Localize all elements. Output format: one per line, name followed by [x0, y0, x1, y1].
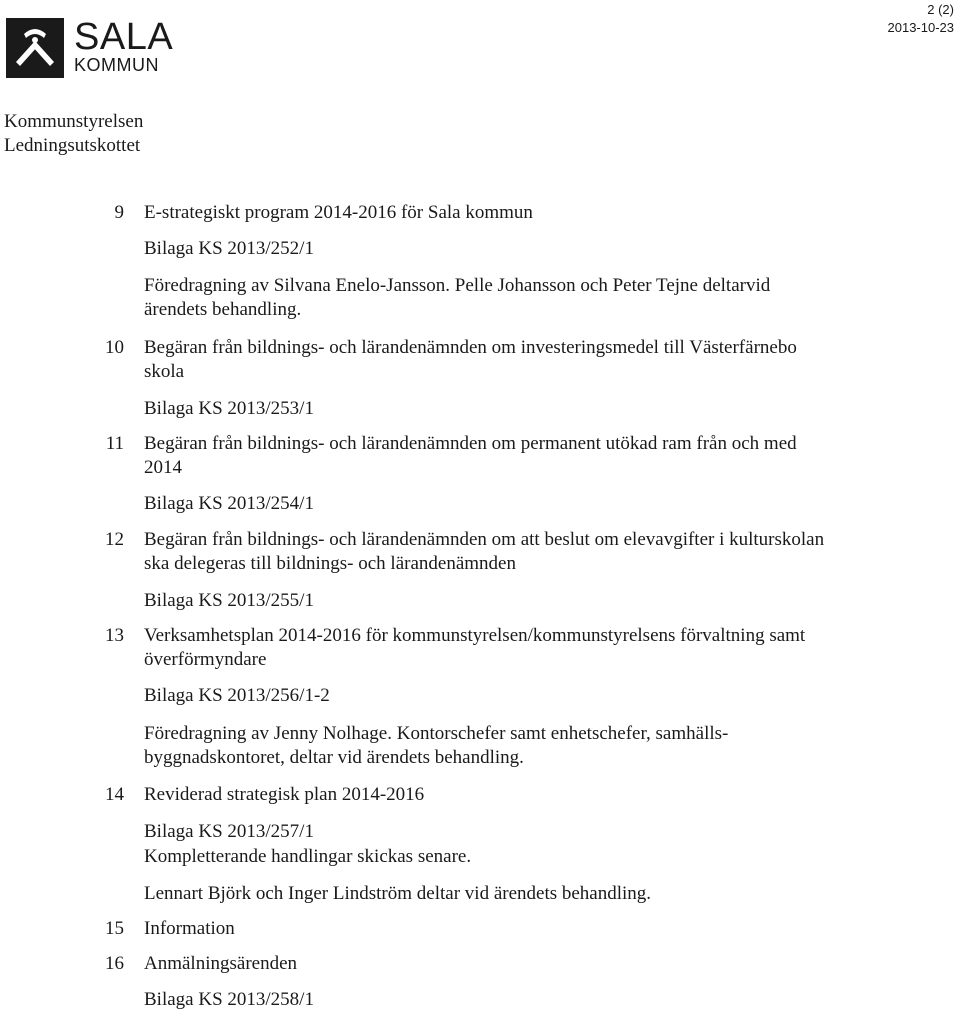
item-title: Information: [144, 918, 235, 939]
organization-name: Kommunstyrelsen: [4, 111, 144, 132]
item-attachment-note: Kompletterande handlingar skickas senare.: [144, 846, 472, 867]
item-attachment: Bilaga KS 2013/253/1: [144, 398, 314, 419]
item-number: 12: [105, 529, 124, 550]
item-attachment: Bilaga KS 2013/255/1: [144, 590, 314, 611]
document-date: 2013-10-23: [887, 20, 954, 35]
item-attachment: Bilaga KS 2013/254/1: [144, 493, 314, 514]
item-title: Reviderad strategisk plan 2014-2016: [144, 784, 425, 805]
item-title: E-strategiskt program 2014-2016 för Sala kommun: [144, 202, 533, 223]
item-title: Begäran från bildnings- och lärandenämnden om investeringsmedel till Västerfärnebo skola: [144, 337, 797, 382]
item-title: Begäran från bildnings- och lärandenämnden om att beslut om elevavgifter i kulturskolan ska delegeras till bildnings- och lärandenämnden: [144, 529, 825, 574]
item-number: 16: [105, 953, 124, 974]
item-note: Lennart Björk och Inger Lindström deltar vid ärendets behandling.: [144, 883, 652, 904]
item-attachment: Bilaga KS 2013/258/1: [144, 989, 314, 1010]
item-number: 14: [105, 784, 124, 805]
item-title: Verksamhetsplan 2014-2016 för kommunstyrelsen/kommunstyrelsens förvaltning samt överförmyndare: [144, 625, 806, 670]
item-number: 15: [105, 918, 124, 939]
page-number: 2 (2): [927, 2, 954, 17]
item-attachment: Bilaga KS 2013/256/1-2: [144, 685, 330, 706]
item-number: 11: [105, 433, 124, 454]
item-note: Föredragning av Jenny Nolhage. Kontorschefer samt enhetschefer, samhälls-byggnadskontoret, deltar vid ärendets behandling.: [144, 723, 729, 768]
item-note: Föredragning av Silvana Enelo-Jansson. Pelle Johansson och Peter Tejne deltarvid ärendets behandling.: [144, 275, 771, 320]
logo-name: SALA: [74, 16, 174, 58]
item-number: 13: [105, 625, 124, 646]
item-title: Begäran från bildnings- och lärandenämnden om permanent utökad ram från och med 2014: [144, 433, 797, 478]
item-attachment: Bilaga KS 2013/252/1: [144, 238, 314, 259]
item-attachment: Bilaga KS 2013/257/1: [144, 821, 314, 842]
item-title: Anmälningsärenden: [144, 953, 298, 974]
committee-name: Ledningsutskottet: [4, 135, 141, 156]
item-number: 10: [105, 337, 124, 358]
item-number: 9: [114, 202, 124, 223]
logo-subtitle: KOMMUN: [74, 55, 159, 75]
